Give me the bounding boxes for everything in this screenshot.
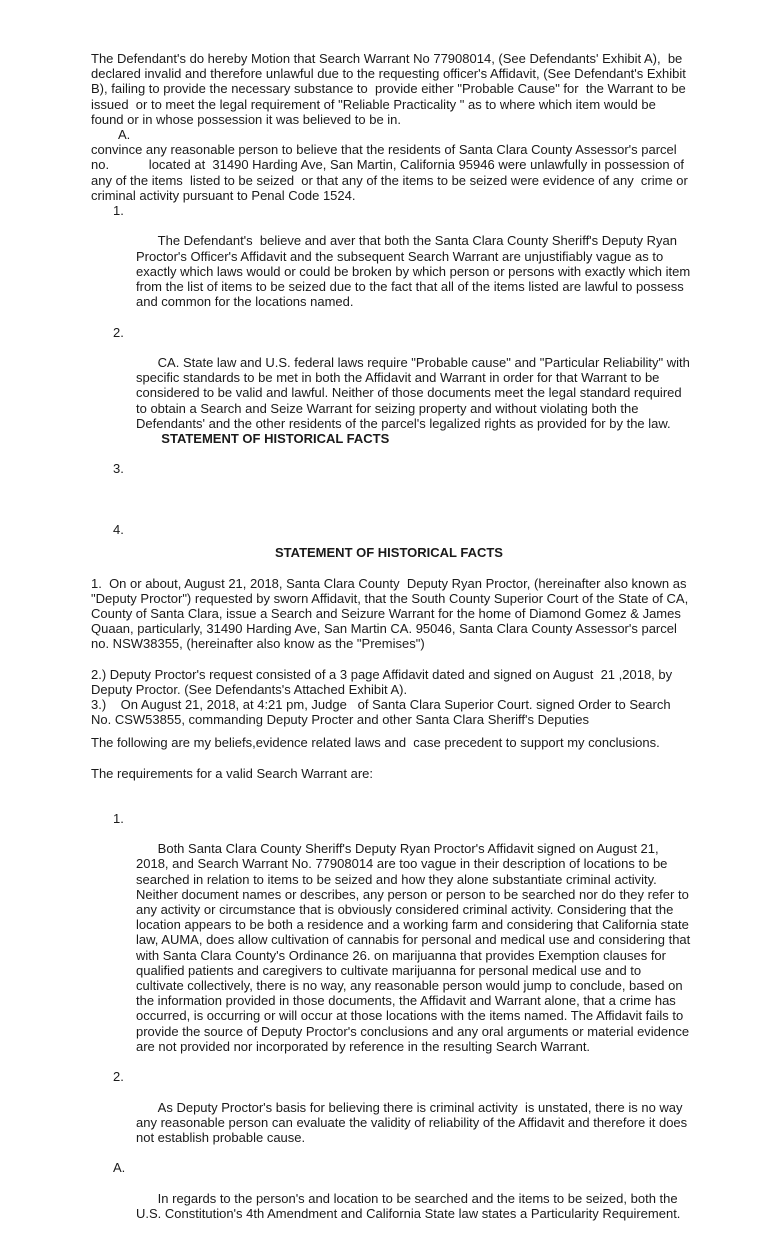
list-item (91, 1069, 691, 1160)
list-marker: 2. (113, 1069, 124, 1085)
list-marker: 1. (113, 810, 124, 826)
list-marker: 4. (113, 522, 124, 538)
list-item-text: The Defendant's believe and aver that both the Santa Clara County Sheriff's Deputy Ryan Proctor's Officer's Affidavit and the subsequent Search Warrant are unjustifiably vague as to exactly which laws would or could be broken by which person or persons with exactly which item from the list of items to be seized due to the fact that all of the items listed are lawful to possess and common for the locations named. (136, 233, 694, 310)
intro-paragraph: The Defendant's do hereby Motion that Search Warrant No 77908014, (See Defendants' Exhibit A), be declared invalid and therefore unlawful due to the requesting officer's Affidavit, (See Defendant's Exhibit B), failing to provide the necessary substance to provide either "Probable Cause" for the Warrant to be issued or to meet the legal requirement of "Reliable Practicality " as to where which item would be found or in whose possession it was believed to be in. (91, 51, 690, 127)
second-numbered-list (91, 810, 694, 1236)
fact-3: 3.) On August 21, 2018, at 4:21 pm, Judge of Santa Clara Superior Court. signed Order to Search No. CSW53855, commanding Deputy Procter and other Santa Clara Sheriff's Deputies (91, 696, 675, 728)
list-item (91, 810, 694, 1069)
list-item (91, 522, 691, 545)
list-item-text: CA. State law and U.S. federal laws require "Probable cause" and "Particular Reliability" with specific standards to be met in both the Affidavit and Warrant in order for that Warrant to be considered to be valid and lawful. Neither of those documents meet the legal standard required to obtain a Search and Seize Warrant for seizing property and without violating both the Defendants' and the other residents of the parcel's legalized rights as provided for by the law. (136, 355, 694, 431)
list-marker: A. (113, 1160, 126, 1176)
list-item-text (158, 492, 162, 507)
list-item-text: As Deputy Proctor's basis for believing there is criminal activity is unstated, there is no way any reasonable person can evaluate the validity of reliability of the Affidavit and therefore it does not establish probable cause. (136, 1099, 691, 1145)
requirements-paragraph: The requirements for a valid Search Warrant are: (91, 765, 374, 781)
list-item-text: Both Santa Clara County Sheriff's Deputy Ryan Proctor's Affidavit signed on August 21, 2018, and Search Warrant No. 77908014 are too vague in their description of locations to be searched in relation to items to be seized and how they alone substantiate criminal activity. Neither document names or describes, any person or person to be searched nor do they refer to any activity or circumstance that is obviously considered criminal activity. Considering that the location appears to be both a residence and a working farm and considering that California state law, AUMA, does allow cultivation of cannabis for personal and medical use and considering that with Santa Clara County's Ordinance 26. on marijuanna that provides Exemption clauses for qualified patients and caregivers to cultivate marijuanna for personal medical use and to cultivate collectively, there is no way, any reasonable person would jump to conclude, based on the information provided in those documents, the Affidavit and Warrant alone, that a crime has occurred, is occurring or will occur at those locations with the items named. The Affidavit fails to provide the source of Deputy Proctor's conclusions and any oral arguments or material evidence are not provided nor incorporated by reference in the resulting Search Warrant. (136, 841, 694, 1054)
list-item (91, 324, 694, 462)
fact-2: 2.) Deputy Proctor's request consisted of a 3 page Affidavit dated and signed on August 21 ,2018, by Deputy Proctor. (See Defendants's Attached Exhibit A). (91, 666, 676, 697)
fact-1: 1. On or about, August 21, 2018, Santa Clara County Deputy Ryan Proctor, (hereinafter also known as "Deputy Proctor") requested by sworn Affidavit, that the South County Superior Court of the State of CA, County of Santa Clara, issue a Search and Seizure Warrant for the home of Diamond Gomez & James Quaan, particularly, 31490 Harding Ave, San Martin CA. 95046, Santa Clara County Assessor's parcel no. NSW38355, (hereinafter also know as the "Premises") (91, 575, 692, 652)
inline-heading: STATEMENT OF HISTORICAL FACTS (161, 431, 390, 447)
list-marker: 1. (113, 203, 124, 219)
document-page (91, 51, 694, 1236)
section-marker-a: A. (118, 127, 131, 143)
list-marker: 3. (113, 461, 124, 477)
list-item (91, 203, 694, 325)
statement-heading: STATEMENT OF HISTORICAL FACTS (275, 545, 503, 561)
beliefs-paragraph: The following are my beliefs,evidence related laws and case precedent to support my conclusions. (91, 735, 660, 751)
first-numbered-list (91, 203, 694, 545)
list-item (91, 461, 691, 522)
list-item (91, 1160, 691, 1236)
list-marker: 2. (113, 324, 124, 340)
intro-paragraph-2: convince any reasonable person to believe that the residents of Santa Clara County Assessor's parcel no. located at 31490 Harding Ave, San Martin, California 95946 were unlawfully in possession of any of the items listed to be seized or that any of the items to be seized were evidence of any crime or criminal activity pursuant to Penal Code 1524. (91, 142, 692, 203)
list-item-text: In regards to the person's and location to be searched and the items to be seized, both the U.S. Constitution's 4th Amendment and California State law states a Particularity Requirement. (136, 1190, 682, 1222)
